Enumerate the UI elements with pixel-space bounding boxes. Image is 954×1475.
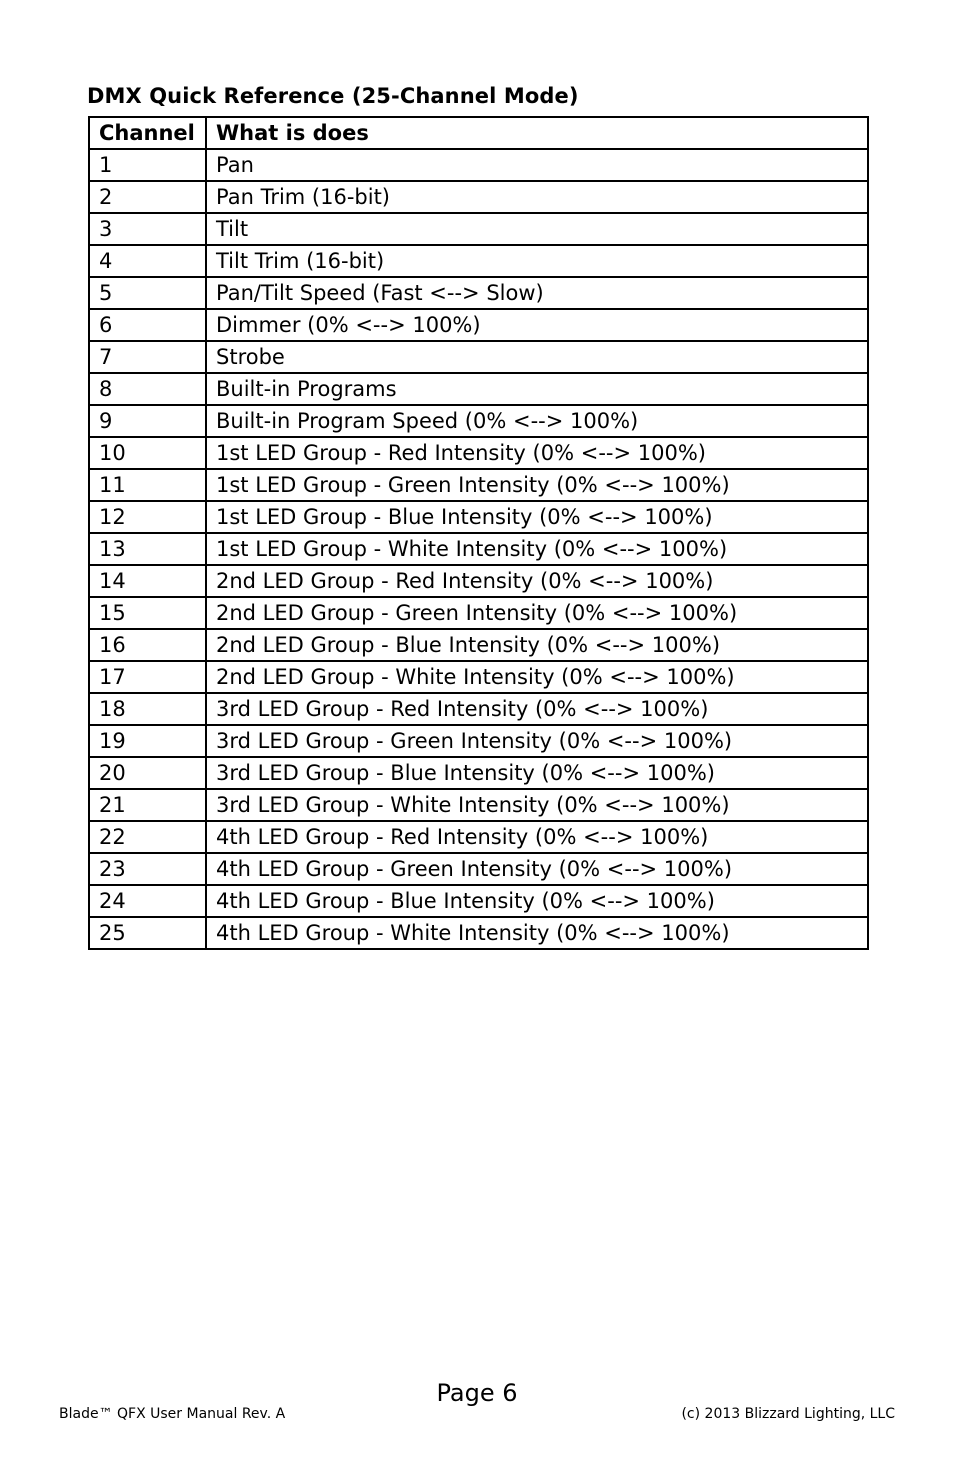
function-cell: 1st LED Group - Red Intensity (0% <--> 100%) <box>206 437 868 469</box>
table-body <box>89 149 868 949</box>
channel-cell: 17 <box>89 661 206 693</box>
table-row <box>89 885 868 917</box>
table-row <box>89 437 868 469</box>
function-cell: 1st LED Group - White Intensity (0% <--> 100%) <box>206 533 868 565</box>
table-row <box>89 533 868 565</box>
channel-cell: 21 <box>89 789 206 821</box>
channel-cell: 24 <box>89 885 206 917</box>
table-row <box>89 565 868 597</box>
table-row <box>89 181 868 213</box>
channel-cell: 14 <box>89 565 206 597</box>
table-row <box>89 725 868 757</box>
header-function: What is does <box>206 117 868 149</box>
table-row <box>89 405 868 437</box>
table-row <box>89 277 868 309</box>
channel-cell: 9 <box>89 405 206 437</box>
function-cell: 2nd LED Group - Red Intensity (0% <--> 100%) <box>206 565 868 597</box>
table-row <box>89 661 868 693</box>
table-row <box>89 821 868 853</box>
function-cell: 3rd LED Group - Blue Intensity (0% <--> 100%) <box>206 757 868 789</box>
function-cell: 2nd LED Group - Green Intensity (0% <--> 100%) <box>206 597 868 629</box>
function-cell: 3rd LED Group - Red Intensity (0% <--> 100%) <box>206 693 868 725</box>
dmx-reference-table <box>88 116 869 950</box>
function-cell: Built-in Programs <box>206 373 868 405</box>
channel-cell: 16 <box>89 629 206 661</box>
table-row <box>89 757 868 789</box>
channel-cell: 12 <box>89 501 206 533</box>
table-row <box>89 629 868 661</box>
channel-cell: 20 <box>89 757 206 789</box>
channel-cell: 5 <box>89 277 206 309</box>
function-cell: 4th LED Group - Blue Intensity (0% <--> 100%) <box>206 885 868 917</box>
function-cell: 1st LED Group - Green Intensity (0% <--> 100%) <box>206 469 868 501</box>
channel-cell: 11 <box>89 469 206 501</box>
channel-cell: 23 <box>89 853 206 885</box>
channel-cell: 6 <box>89 309 206 341</box>
function-cell: Built-in Program Speed (0% <--> 100%) <box>206 405 868 437</box>
channel-cell: 13 <box>89 533 206 565</box>
footer-manual-title: Blade™ QFX User Manual Rev. A <box>59 1406 286 1422</box>
function-cell: Tilt Trim (16-bit) <box>206 245 868 277</box>
channel-cell: 8 <box>89 373 206 405</box>
channel-cell: 4 <box>89 245 206 277</box>
table-row <box>89 149 868 181</box>
table-row <box>89 341 868 373</box>
table-row <box>89 245 868 277</box>
table-row <box>89 373 868 405</box>
function-cell: Dimmer (0% <--> 100%) <box>206 309 868 341</box>
channel-cell: 3 <box>89 213 206 245</box>
channel-cell: 18 <box>89 693 206 725</box>
section-title: DMX Quick Reference (25-Channel Mode) <box>87 84 579 108</box>
function-cell: Pan Trim (16-bit) <box>206 181 868 213</box>
table-row <box>89 693 868 725</box>
table-row <box>89 597 868 629</box>
function-cell: Tilt <box>206 213 868 245</box>
channel-cell: 22 <box>89 821 206 853</box>
footer-copyright: (c) 2013 Blizzard Lighting, LLC <box>681 1406 895 1422</box>
channel-cell: 1 <box>89 149 206 181</box>
table-row <box>89 789 868 821</box>
channel-cell: 25 <box>89 917 206 949</box>
channel-cell: 7 <box>89 341 206 373</box>
table-row <box>89 469 868 501</box>
function-cell: 4th LED Group - Red Intensity (0% <--> 100%) <box>206 821 868 853</box>
channel-cell: 15 <box>89 597 206 629</box>
table-header-row <box>89 117 868 149</box>
function-cell: Pan/Tilt Speed (Fast <--> Slow) <box>206 277 868 309</box>
function-cell: 2nd LED Group - Blue Intensity (0% <--> 100%) <box>206 629 868 661</box>
channel-cell: 19 <box>89 725 206 757</box>
function-cell: 2nd LED Group - White Intensity (0% <--> 100%) <box>206 661 868 693</box>
table-row <box>89 853 868 885</box>
table-row <box>89 501 868 533</box>
function-cell: 4th LED Group - White Intensity (0% <--> 100%) <box>206 917 868 949</box>
channel-cell: 2 <box>89 181 206 213</box>
header-channel: Channel <box>89 117 206 149</box>
function-cell: Pan <box>206 149 868 181</box>
table-row <box>89 309 868 341</box>
function-cell: 4th LED Group - Green Intensity (0% <--> 100%) <box>206 853 868 885</box>
channel-cell: 10 <box>89 437 206 469</box>
table-row <box>89 917 868 949</box>
table-row <box>89 213 868 245</box>
page-number: Page 6 <box>436 1379 518 1407</box>
function-cell: 1st LED Group - Blue Intensity (0% <--> 100%) <box>206 501 868 533</box>
function-cell: 3rd LED Group - White Intensity (0% <--> 100%) <box>206 789 868 821</box>
function-cell: Strobe <box>206 341 868 373</box>
function-cell: 3rd LED Group - Green Intensity (0% <--> 100%) <box>206 725 868 757</box>
